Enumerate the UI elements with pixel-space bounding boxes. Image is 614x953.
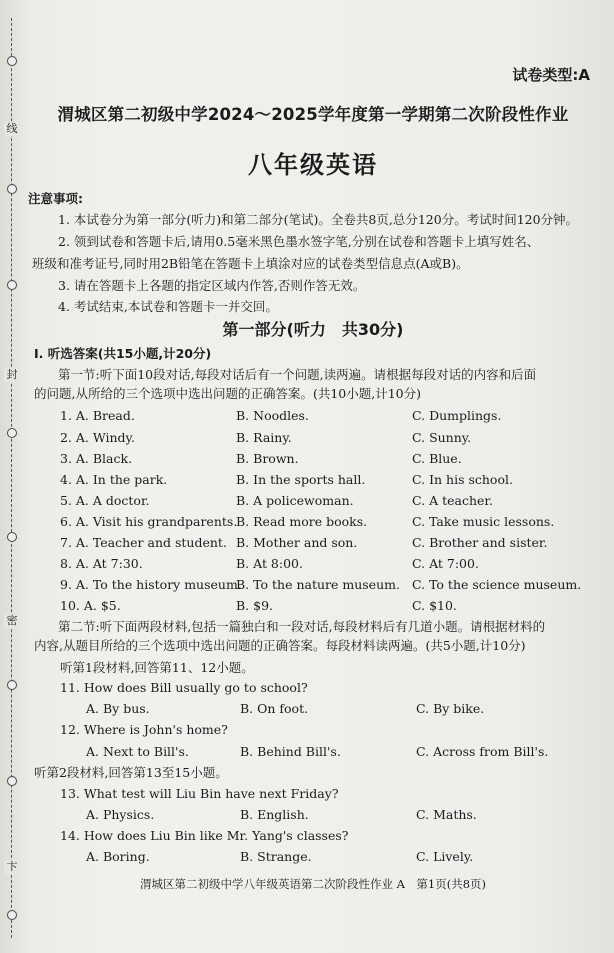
q11-stem: 11. How does Bill usually go to school?	[60, 680, 308, 695]
dashed-cut-line	[11, 18, 12, 938]
binding-hole	[7, 184, 17, 194]
binding-hole	[7, 910, 17, 920]
page-footer: 渭城区第二初级中学八年级英语第二次阶段性作业 A 第1页(共8页)	[139, 877, 487, 891]
option-c: C. Maths.	[416, 807, 477, 822]
option-c: C. Take music lessons.	[412, 514, 555, 529]
option-a: 5. A. A doctor.	[60, 493, 150, 508]
option-b: B. $9.	[236, 598, 274, 613]
option-a: 3. A. Black.	[60, 451, 133, 466]
option-c: C. Sunny.	[412, 430, 472, 445]
option-c: C. At 7:00.	[412, 556, 479, 571]
option-c: C. Blue.	[412, 451, 462, 466]
section1-intro-line2: 的问题,从所给的三个选项中选出问题的正确答案。(共10小题,计10分)	[34, 386, 422, 401]
option-c: C. In his school.	[412, 472, 513, 487]
school-title: 渭城区第二初级中学2024～2025学年度第一学期第二次阶段性作业	[57, 105, 569, 124]
option-b: B. Strange.	[240, 849, 312, 864]
option-c: C. Lively.	[416, 849, 474, 864]
option-a: A. By bus.	[86, 701, 150, 716]
option-c: C. Dumplings.	[412, 408, 502, 423]
section2-intro-line2: 内容,从题目所给的三个选项中选出问题的正确答案。每段材料读两遍。(共5小题,计10分)	[34, 638, 526, 653]
binding-mark-mi: 密	[4, 614, 20, 628]
note-item-4: 4. 考试结束,本试卷和答题卡一并交回。	[58, 299, 278, 314]
option-b: B. To the nature museum.	[236, 577, 400, 592]
binding-mark-feng: 封	[4, 368, 20, 382]
binding-hole	[7, 280, 17, 290]
subject-title: 八年级英语	[248, 151, 378, 179]
option-a: 7. A. Teacher and student.	[60, 535, 227, 550]
option-c: C. Brother and sister.	[412, 535, 548, 550]
material2-instruction: 听第2段材料,回答第13至15小题。	[34, 765, 228, 780]
option-a: A. Next to Bill's.	[86, 744, 189, 759]
option-a: 6. A. Visit his grandparents.	[60, 514, 238, 529]
note-item-3: 3. 请在答题卡上各题的指定区域内作答,否则作答无效。	[58, 278, 366, 293]
option-a: 2. A. Windy.	[60, 430, 135, 445]
material1-instruction: 听第1段材料,回答第11、12小题。	[60, 660, 254, 675]
option-c: C. By bike.	[416, 701, 485, 716]
binding-hole	[7, 56, 17, 66]
option-b: B. Noodles.	[236, 408, 309, 423]
option-c: C. $10.	[412, 598, 457, 613]
paper-type-label: 试卷类型:A	[512, 66, 590, 84]
option-b: B. Brown.	[236, 451, 299, 466]
option-b: B. In the sports hall.	[236, 472, 366, 487]
option-b: B. English.	[240, 807, 309, 822]
option-c: C. To the science museum.	[412, 577, 582, 592]
option-a: 10. A. $5.	[60, 598, 121, 613]
option-a: 9. A. To the history museum.	[60, 577, 242, 592]
notes-heading: 注意事项:	[28, 191, 83, 206]
q13-stem: 13. What test will Liu Bin have next Friday?	[60, 786, 339, 801]
option-b: B. At 8:00.	[236, 556, 303, 571]
option-a: A. Physics.	[86, 807, 155, 822]
option-b: B. On foot.	[240, 701, 309, 716]
option-b: B. Mother and son.	[236, 535, 358, 550]
option-c: C. Across from Bill's.	[416, 744, 549, 759]
note-item-2: 2. 领到试卷和答题卡后,请用0.5毫米黑色墨水签字笔,分别在试卷和答题卡上填写姓名、	[58, 234, 540, 249]
binding-line	[6, 18, 18, 938]
section1-heading: Ⅰ. 听选答案(共15小题,计20分)	[34, 346, 212, 361]
binding-mark-xian: 线	[4, 122, 20, 136]
note-item-1: 1. 本试卷分为第一部分(听力)和第二部分(笔试)。全卷共8页,总分120分。考试时间120分钟。	[58, 212, 579, 227]
option-b: B. Behind Bill's.	[240, 744, 341, 759]
section2-intro-line1: 第二节:听下面两段材料,包括一篇独白和一段对话,每段材料后有几道小题。请根据材料的	[58, 619, 546, 634]
option-a: 4. A. In the park.	[60, 472, 168, 487]
option-b: B. Read more books.	[236, 514, 368, 529]
binding-hole	[7, 428, 17, 438]
binding-hole	[7, 776, 17, 786]
note-item-2-cont: 班级和准考证号,同时用2B铅笔在答题卡上填涂对应的试卷类型信息点(A或B)。	[32, 256, 469, 271]
option-c: C. A teacher.	[412, 493, 493, 508]
option-b: B. Rainy.	[236, 430, 292, 445]
q14-stem: 14. How does Liu Bin like Mr. Yang's classes?	[60, 828, 349, 843]
binding-hole	[7, 680, 17, 690]
binding-mark-bottom: 卞	[4, 860, 20, 874]
option-a: A. Boring.	[86, 849, 150, 864]
section1-intro-line1: 第一节:听下面10段对话,每段对话后有一个问题,读两遍。请根据每段对话的内容和后面	[58, 367, 537, 382]
binding-hole	[7, 532, 17, 542]
q12-stem: 12. Where is John's home?	[60, 722, 228, 737]
option-a: 1. A. Bread.	[60, 408, 135, 423]
option-a: 8. A. At 7:30.	[60, 556, 143, 571]
option-b: B. A policewoman.	[236, 493, 354, 508]
part1-title: 第一部分(听力 共30分)	[222, 320, 404, 339]
